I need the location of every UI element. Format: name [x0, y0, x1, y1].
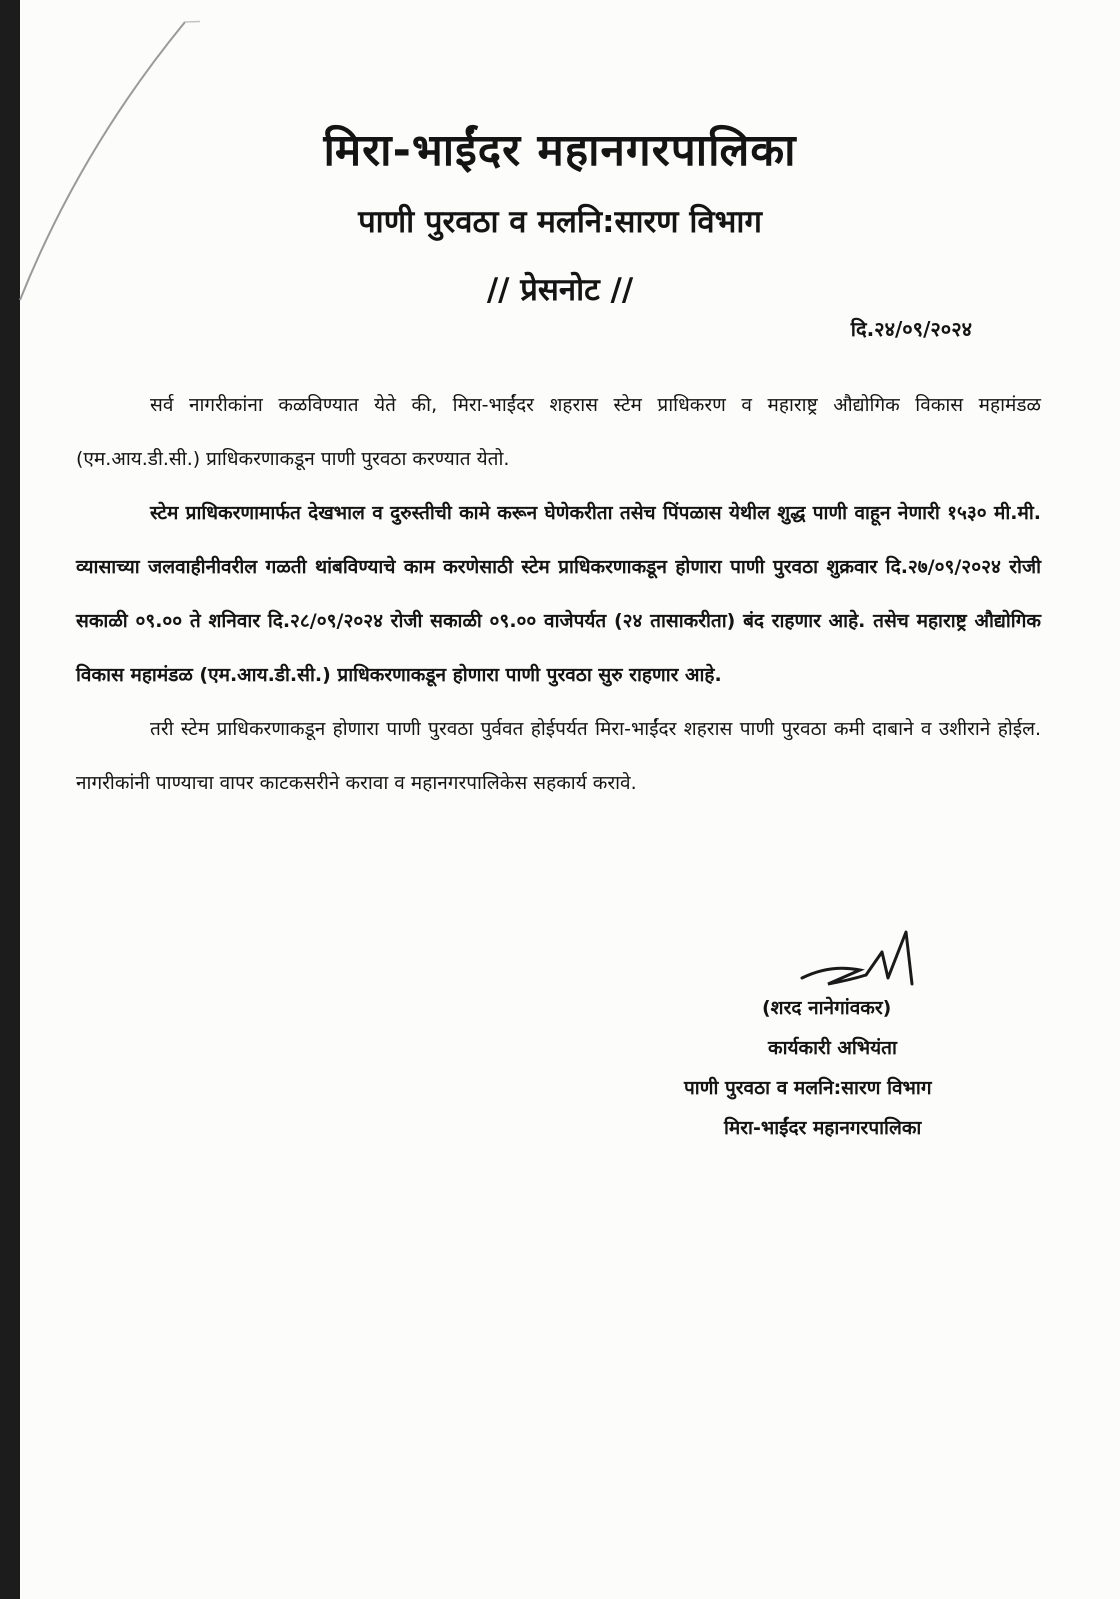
signatory-organization: मिरा-भाईंदर महानगरपालिका — [724, 1117, 922, 1139]
notice-body — [76, 378, 1041, 810]
organization-title: मिरा-भाईंदर महानगरपालिका — [323, 125, 797, 176]
signature-block — [650, 988, 1110, 1148]
paragraph-shutdown-details: स्टेम प्राधिकरणामार्फत देखभाल व दुरुस्तीची कामे करून घेणेकरीता तसेच पिंपळास येथील शुद्ध पाणी वाहून नेणारी १५३० मी.मी. व्यासाच्या जलवाहीनीवरील गळती थांबविण्याचे काम करणेसाठी स्टेम प्राधिकरणाकडून होणारा पाणी पुरवठा शुक्रवार दि.२७/०९/२०२४ रोजी सकाळी ०९.०० ते शनिवार दि.२८/०९/२०२४ रोजी सकाळी ०९.०० वाजेपर्यत (२४ तासाकरीता) बंद राहणार आहे. तसेच महाराष्ट्र औद्योगिक विकास महामंडळ (एम.आय.डी.सी.) प्राधिकरणाकडून होणारा पाणी पुरवठा सुरु राहणार आहे. — [76, 502, 1041, 686]
paragraph-supply-sources: सर्व नागरीकांना कळविण्यात येते की, मिरा-भाईंदर शहरास स्टेम प्राधिकरण व महाराष्ट्र औद्योगिक विकास महामंडळ (एम.आय.डी.सी.) प्राधिकरणाकडून पाणी पुरवठा करण्यात येतो. — [76, 394, 1041, 470]
press-note-title: // प्रेसनोट // — [486, 272, 634, 308]
paragraph-public-appeal: तरी स्टेम प्राधिकरणाकडून होणारा पाणी पुरवठा पुर्ववत होईपर्यत मिरा-भाईंदर शहरास पाणी पुरवठा कमी दाबाने व उशीराने होईल. नागरीकांनी पाण्याचा वापर काटकसरीने करावा व महानगरपालिकेस सहकार्य करावे. — [76, 718, 1041, 794]
department-title: पाणी पुरवठा व मलनि:सारण विभाग — [358, 204, 762, 240]
signatory-department: पाणी पुरवठा व मलनि:सारण विभाग — [684, 1077, 932, 1099]
signatory-designation: कार्यकारी अभियंता — [768, 1037, 897, 1059]
document-date: दि.२४/०९/२०२४ — [850, 317, 972, 341]
signatory-name: (शरद नानेगांवकर) — [762, 997, 892, 1019]
